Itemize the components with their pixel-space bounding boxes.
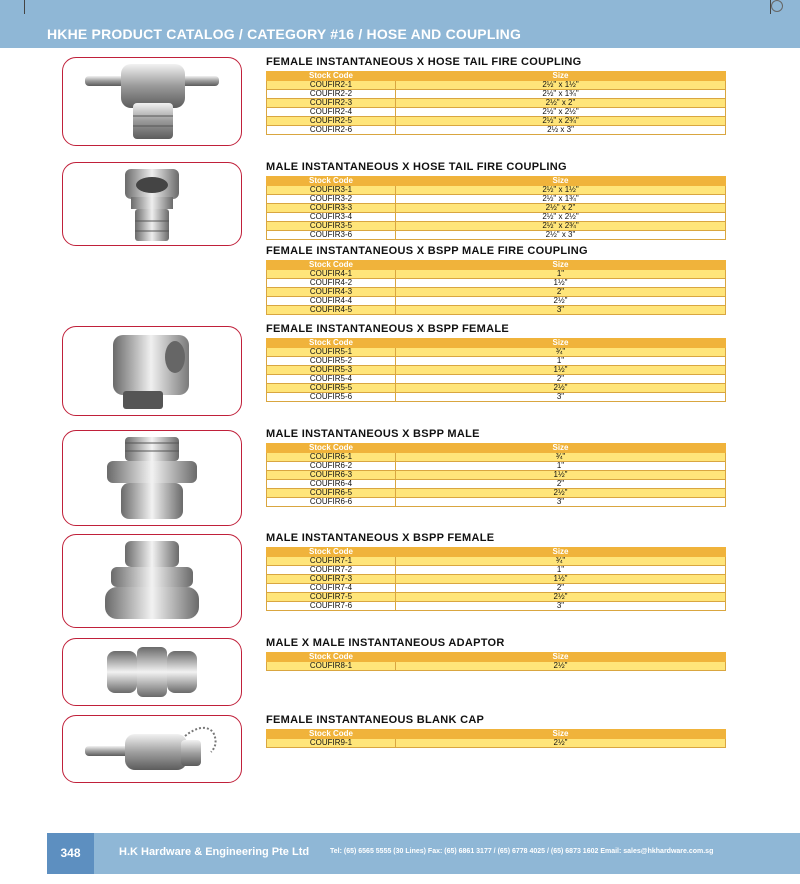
table-row — [267, 498, 726, 507]
stock-code-header: Stock Code — [267, 261, 396, 270]
size-header: Size — [396, 653, 726, 662]
spec-table — [266, 729, 726, 748]
stock-code-cell: COUFIR7-6 — [267, 602, 396, 611]
spec-section — [266, 161, 726, 240]
stock-code-header: Stock Code — [267, 339, 396, 348]
stock-code-cell: COUFIR4-2 — [267, 279, 396, 288]
spec-section — [266, 637, 726, 671]
size-cell: 2½ x 3" — [396, 126, 726, 135]
registration-mark — [24, 0, 25, 14]
spec-table — [266, 652, 726, 671]
stock-code-cell: COUFIR6-4 — [267, 480, 396, 489]
size-header: Size — [396, 177, 726, 186]
size-cell: 1" — [396, 462, 726, 471]
stock-code-header: Stock Code — [267, 177, 396, 186]
spec-table — [266, 260, 726, 315]
stock-code-cell: COUFIR7-2 — [267, 566, 396, 575]
stock-code-cell: COUFIR4-4 — [267, 297, 396, 306]
size-cell: 2½" — [396, 384, 726, 393]
female-hose-tail-coupling-photo — [62, 57, 242, 146]
size-cell: 2½" x 1½" — [396, 81, 726, 90]
size-cell: 1½" — [396, 471, 726, 480]
spec-section — [266, 532, 726, 611]
stock-code-cell: COUFIR5-6 — [267, 393, 396, 402]
size-cell: 2" — [396, 288, 726, 297]
size-cell: 2½" x 2" — [396, 99, 726, 108]
size-cell: 2½" x 2¾" — [396, 117, 726, 126]
page-footer — [47, 833, 800, 874]
stock-code-cell: COUFIR7-4 — [267, 584, 396, 593]
size-cell: 2½" — [396, 489, 726, 498]
page-title: HKHE PRODUCT CATALOG / CATEGORY #16 / HOSE AND COUPLING — [47, 26, 522, 42]
size-cell: 2" — [396, 584, 726, 593]
size-cell: 1½" — [396, 575, 726, 584]
stock-code-cell: COUFIR3-1 — [267, 186, 396, 195]
stock-code-header: Stock Code — [267, 730, 396, 739]
spec-section — [266, 323, 726, 402]
size-cell: 3" — [396, 393, 726, 402]
stock-code-cell: COUFIR5-1 — [267, 348, 396, 357]
size-cell: 1½" — [396, 366, 726, 375]
section-title: FEMALE INSTANTANEOUS X BSPP MALE FIRE COUPLING — [266, 245, 588, 257]
size-header: Size — [396, 548, 726, 557]
stock-code-header: Stock Code — [267, 444, 396, 453]
stock-code-cell: COUFIR6-2 — [267, 462, 396, 471]
size-cell: 2½" — [396, 593, 726, 602]
size-header: Size — [396, 72, 726, 81]
male-hose-tail-coupling-photo — [62, 162, 242, 246]
spec-section — [266, 56, 726, 135]
size-cell: 2½" — [396, 662, 726, 671]
stock-code-cell: COUFIR6-5 — [267, 489, 396, 498]
stock-code-cell: COUFIR3-2 — [267, 195, 396, 204]
size-cell: 3" — [396, 602, 726, 611]
table-row — [267, 393, 726, 402]
size-header: Size — [396, 339, 726, 348]
stock-code-header: Stock Code — [267, 653, 396, 662]
size-header: Size — [396, 444, 726, 453]
female-bspp-female-photo — [62, 326, 242, 416]
table-row — [267, 306, 726, 315]
stock-code-cell: COUFIR9-1 — [267, 739, 396, 748]
blank-cap-photo — [62, 715, 242, 783]
table-row — [267, 662, 726, 671]
size-cell: 1" — [396, 566, 726, 575]
stock-code-cell: COUFIR4-1 — [267, 270, 396, 279]
size-cell: 3" — [396, 498, 726, 507]
stock-code-cell: COUFIR6-6 — [267, 498, 396, 507]
section-title: MALE INSTANTANEOUS X HOSE TAIL FIRE COUPLING — [266, 161, 567, 173]
size-cell: 2½" — [396, 739, 726, 748]
table-row — [267, 126, 726, 135]
male-bspp-male-photo — [62, 430, 242, 526]
size-header: Size — [396, 261, 726, 270]
stock-code-cell: COUFIR5-3 — [267, 366, 396, 375]
registration-circle — [771, 0, 783, 12]
section-title: MALE X MALE INSTANTANEOUS ADAPTOR — [266, 637, 505, 649]
spec-table — [266, 338, 726, 402]
stock-code-cell: COUFIR5-4 — [267, 375, 396, 384]
size-cell: 2½" x 1¾" — [396, 195, 726, 204]
stock-code-header: Stock Code — [267, 72, 396, 81]
size-cell: ¾" — [396, 453, 726, 462]
size-cell: 2½" x 1¾" — [396, 90, 726, 99]
spec-table — [266, 176, 726, 240]
stock-code-cell: COUFIR7-5 — [267, 593, 396, 602]
size-cell: 2½" x 2¾" — [396, 222, 726, 231]
stock-code-cell: COUFIR5-2 — [267, 357, 396, 366]
size-cell: 2½" x 2½" — [396, 108, 726, 117]
table-row — [267, 602, 726, 611]
spec-table — [266, 547, 726, 611]
stock-code-cell: COUFIR6-3 — [267, 471, 396, 480]
size-cell: 1½" — [396, 279, 726, 288]
size-cell: ¾" — [396, 557, 726, 566]
size-cell: 2½" x 3" — [396, 231, 726, 240]
section-title: MALE INSTANTANEOUS X BSPP FEMALE — [266, 532, 495, 544]
stock-code-cell: COUFIR7-3 — [267, 575, 396, 584]
male-bspp-female-photo — [62, 534, 242, 628]
contact-info: Tel: (65) 6565 5555 (30 Lines) Fax: (65) 6861 3177 / (65) 6778 4025 / (65) 6873 1602 Email: sales@hkhardware.com.sg — [330, 848, 714, 855]
stock-code-cell: COUFIR2-3 — [267, 99, 396, 108]
stock-code-cell: COUFIR3-5 — [267, 222, 396, 231]
size-cell: 2" — [396, 375, 726, 384]
stock-code-cell: COUFIR8-1 — [267, 662, 396, 671]
stock-code-cell: COUFIR7-1 — [267, 557, 396, 566]
size-cell: 2½" x 1½" — [396, 186, 726, 195]
size-header: Size — [396, 730, 726, 739]
size-cell: 1" — [396, 270, 726, 279]
stock-code-cell: COUFIR3-3 — [267, 204, 396, 213]
stock-code-cell: COUFIR2-2 — [267, 90, 396, 99]
stock-code-cell: COUFIR2-4 — [267, 108, 396, 117]
page-number: 348 — [47, 833, 94, 874]
section-title: FEMALE INSTANTANEOUS BLANK CAP — [266, 714, 485, 726]
stock-code-cell: COUFIR4-3 — [267, 288, 396, 297]
spec-section — [266, 428, 726, 507]
stock-code-header: Stock Code — [267, 548, 396, 557]
stock-code-cell: COUFIR6-1 — [267, 453, 396, 462]
size-cell: 2½" x 2½" — [396, 213, 726, 222]
size-cell: ¾" — [396, 348, 726, 357]
table-row — [267, 739, 726, 748]
stock-code-cell: COUFIR2-5 — [267, 117, 396, 126]
page-header — [0, 0, 800, 48]
spec-table — [266, 443, 726, 507]
spec-section — [266, 245, 726, 315]
stock-code-cell: COUFIR4-5 — [267, 306, 396, 315]
size-cell: 2" — [396, 480, 726, 489]
section-title: FEMALE INSTANTANEOUS X BSPP FEMALE — [266, 323, 510, 335]
size-cell: 3" — [396, 306, 726, 315]
stock-code-cell: COUFIR3-4 — [267, 213, 396, 222]
spec-table — [266, 71, 726, 135]
spec-section — [266, 714, 726, 748]
stock-code-cell: COUFIR3-6 — [267, 231, 396, 240]
table-row — [267, 231, 726, 240]
company-name: H.K Hardware & Engineering Pte Ltd — [119, 846, 310, 858]
section-title: FEMALE INSTANTANEOUS X HOSE TAIL FIRE COUPLING — [266, 56, 582, 68]
stock-code-cell: COUFIR2-6 — [267, 126, 396, 135]
section-title: MALE INSTANTANEOUS X BSPP MALE — [266, 428, 480, 440]
size-cell: 2½" — [396, 297, 726, 306]
size-cell: 1" — [396, 357, 726, 366]
size-cell: 2½" x 2" — [396, 204, 726, 213]
stock-code-cell: COUFIR2-1 — [267, 81, 396, 90]
stock-code-cell: COUFIR5-5 — [267, 384, 396, 393]
male-male-adaptor-photo — [62, 638, 242, 706]
